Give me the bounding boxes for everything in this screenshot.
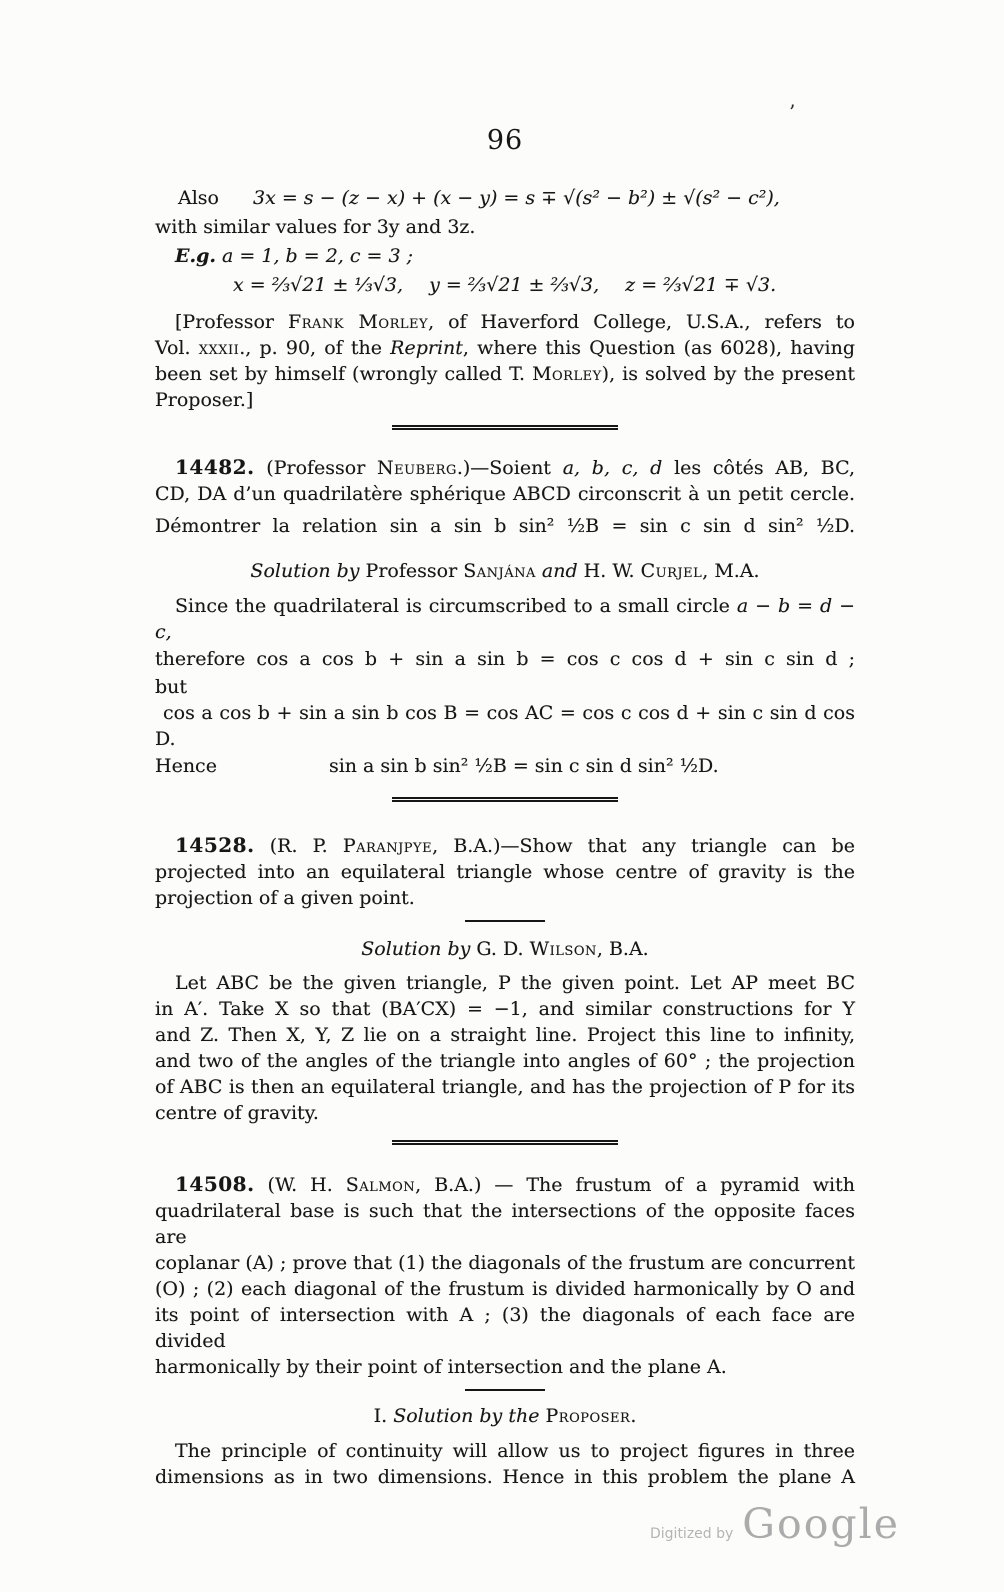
previous-solution-tail	[155, 184, 855, 300]
page-content	[155, 126, 855, 1490]
question-number: 14482.	[175, 455, 255, 479]
question-number: 14508.	[175, 1172, 255, 1196]
question-14482-relation-line	[155, 513, 855, 539]
solution-heading-14508	[155, 1404, 855, 1428]
hence-label: Hence	[155, 755, 217, 777]
question-text: les côtés AB, BC,	[662, 457, 855, 479]
therefore-equation: cos a cos b + sin a sin b = cos c cos d + sin c sin d ;	[245, 648, 855, 670]
solution-line: centre of gravity.	[155, 1102, 319, 1124]
question-14508-line-5: its point of intersection with A ; (3) the diagonals of each face are divided	[155, 1304, 855, 1352]
question-text: , B.A.)—Show that any triangle can be	[432, 835, 855, 857]
note-text: [Professor	[175, 311, 289, 333]
question-14508-line-6: harmonically by their point of intersection and the plane A.	[155, 1356, 727, 1378]
question-14482	[155, 454, 855, 781]
circle-equation: a − b = d − c,	[155, 595, 855, 643]
question-14528	[155, 832, 855, 1126]
note-text: ), is solved by the present	[601, 363, 855, 385]
solution-body-14482	[155, 593, 855, 781]
volume-roman-numeral: xxxii	[198, 337, 240, 359]
heading-text: , B.A.	[596, 938, 649, 960]
value-y-equation: y = ⅔√21 ± ⅔√3,	[429, 274, 600, 296]
question-14508-line-2: quadrilateral base is such that the intersections of the opposite faces are	[155, 1200, 855, 1248]
note-text: ., p. 90, of the	[239, 337, 391, 359]
since-line	[155, 593, 855, 645]
section-divider	[392, 425, 618, 430]
curjel-name: Curjel	[640, 560, 703, 582]
reprint-title: Reprint	[390, 337, 463, 359]
solution-line: The principle of continuity will allow us to project figures in three	[175, 1440, 855, 1462]
solution-body-14528	[155, 970, 855, 1126]
but-equation-line: cos a cos b + sin a sin b cos B = cos AC = cos c cos d + sin c sin d cos D.	[155, 702, 855, 750]
solution-line: Let ABC be the given triangle, P the given point. Let AP meet BC	[175, 972, 855, 994]
question-text: (Professor	[254, 457, 378, 479]
note-line-4: Proposer.]	[155, 389, 254, 411]
section-divider	[392, 797, 618, 802]
wilson-name: Wilson	[529, 938, 597, 960]
also-equation: 3x = s − (z − x) + (x − y) = s ∓ √(s² − b²) ± √(s² − c²),	[253, 187, 780, 209]
eg-equation: a = 1, b = 2, c = 3 ;	[216, 245, 414, 267]
question-14528-line-1	[155, 832, 855, 859]
question-text: .)—Soient	[456, 457, 563, 479]
solution-line: of ABC is then an equilateral triangle, and has the projection of P for its	[155, 1076, 855, 1098]
paranjpye-name: Paranjpye	[342, 835, 433, 857]
question-14528-line-2: projected into an equilateral triangle whose centre of gravity is the	[155, 861, 855, 883]
solution-heading-14482	[155, 559, 855, 583]
solution-line: in A′. Take X so that (BA′CX) = −1, and similar constructions for Y	[155, 998, 855, 1020]
google-logo-text: Google	[742, 1500, 901, 1548]
short-rule-divider	[465, 1389, 545, 1391]
solution-heading-14528	[155, 937, 855, 961]
note-text: been set by himself (wrongly called T.	[155, 363, 533, 385]
heading-text: .	[630, 1405, 637, 1427]
value-x-equation: x = ⅔√21 ± ⅓√3,	[233, 274, 404, 296]
question-14482-line-2: CD, DA d’un quadrilatère sphérique ABCD circonscrit à un petit cercle.	[155, 483, 855, 505]
morley-name: Morley	[532, 363, 602, 385]
heading-text: Professor	[359, 560, 464, 582]
heading-text: H. W.	[583, 560, 641, 582]
similar-values-line: with similar values for 3y and 3z.	[155, 216, 476, 238]
also-equation-line	[155, 184, 855, 213]
variables: a, b, c, d	[562, 457, 663, 479]
therefore-label: therefore	[155, 648, 246, 670]
page-number: 96	[486, 125, 524, 156]
eg-label: E.g.	[175, 245, 216, 267]
salmon-name: Salmon	[345, 1174, 416, 1196]
sanjana-name: Sanjána	[463, 560, 536, 582]
relation-equation: sin a sin b sin² ½B = sin c sin d sin² ½D.	[377, 515, 856, 537]
frank-morley-name: Frank Morley	[288, 311, 429, 333]
and-label: and	[535, 560, 584, 582]
solution-by-label: Solution by	[361, 938, 471, 960]
solution-body-14508	[155, 1438, 855, 1490]
question-14528-line-3: projection of a given point.	[155, 887, 415, 909]
note-text: , of Haverford College, U.S.A., refers to	[428, 311, 855, 333]
question-14508	[155, 1171, 855, 1490]
value-z-equation: z = ⅔√21 ∓ √3.	[625, 274, 777, 296]
values-line	[155, 271, 855, 300]
hence-equation: sin a sin b sin² ½B = sin c sin d sin² ½D.	[328, 755, 719, 777]
solution-by-label: Solution by	[250, 560, 360, 582]
morley-note-paragraph	[155, 309, 855, 413]
note-line-1	[155, 309, 855, 335]
solution-line: dimensions as in two dimensions. Hence in this problem the plane A	[155, 1466, 855, 1488]
note-text: , where this Question (as 6028), having	[462, 337, 855, 359]
therefore-line	[155, 645, 855, 674]
solution-line: and two of the angles of the triangle into angles of 60° ; the projection	[155, 1050, 855, 1072]
solution-by-label: Solution by the	[393, 1405, 546, 1427]
question-14508-line-1	[155, 1171, 855, 1198]
digitized-by-label: Digitized by	[650, 1526, 734, 1542]
question-text: (W. H.	[254, 1174, 346, 1196]
note-text: Vol.	[155, 337, 199, 359]
heading-text: , M.A.	[702, 560, 760, 582]
question-14508-line-4: (O) ; (2) each diagonal of the frustum is divided harmonically by O and	[155, 1278, 855, 1300]
short-rule-divider	[465, 920, 545, 922]
section-divider	[392, 1140, 618, 1145]
note-line-2	[155, 335, 855, 361]
scan-artifact-mark: ’	[789, 100, 796, 124]
proposer-name: Proposer	[545, 1405, 631, 1427]
question-text: (R. P.	[254, 835, 343, 857]
question-number: 14528.	[175, 833, 255, 857]
solution-line: and Z. Then X, Y, Z lie on a straight line. Project this line to infinity,	[155, 1024, 855, 1046]
question-14508-line-3: coplanar (A) ; prove that (1) the diagonals of the frustum are concurrent	[155, 1252, 855, 1274]
solution-text: Since the quadrilateral is circumscribed to a small circle	[175, 595, 737, 617]
question-text: , B.A.) — The frustum of a pyramid with	[415, 1174, 856, 1196]
hence-line	[155, 752, 855, 781]
but-label-line: but	[155, 676, 188, 698]
question-text: Démontrer la relation	[155, 515, 378, 537]
also-label: Also	[178, 187, 219, 209]
example-line	[155, 242, 855, 271]
heading-text: G. D.	[470, 938, 530, 960]
question-14482-line-1	[155, 454, 855, 481]
note-line-3	[155, 361, 855, 387]
google-watermark	[650, 1500, 900, 1548]
neuberg-name: Neuberg	[377, 457, 457, 479]
heading-text: I.	[373, 1405, 394, 1427]
